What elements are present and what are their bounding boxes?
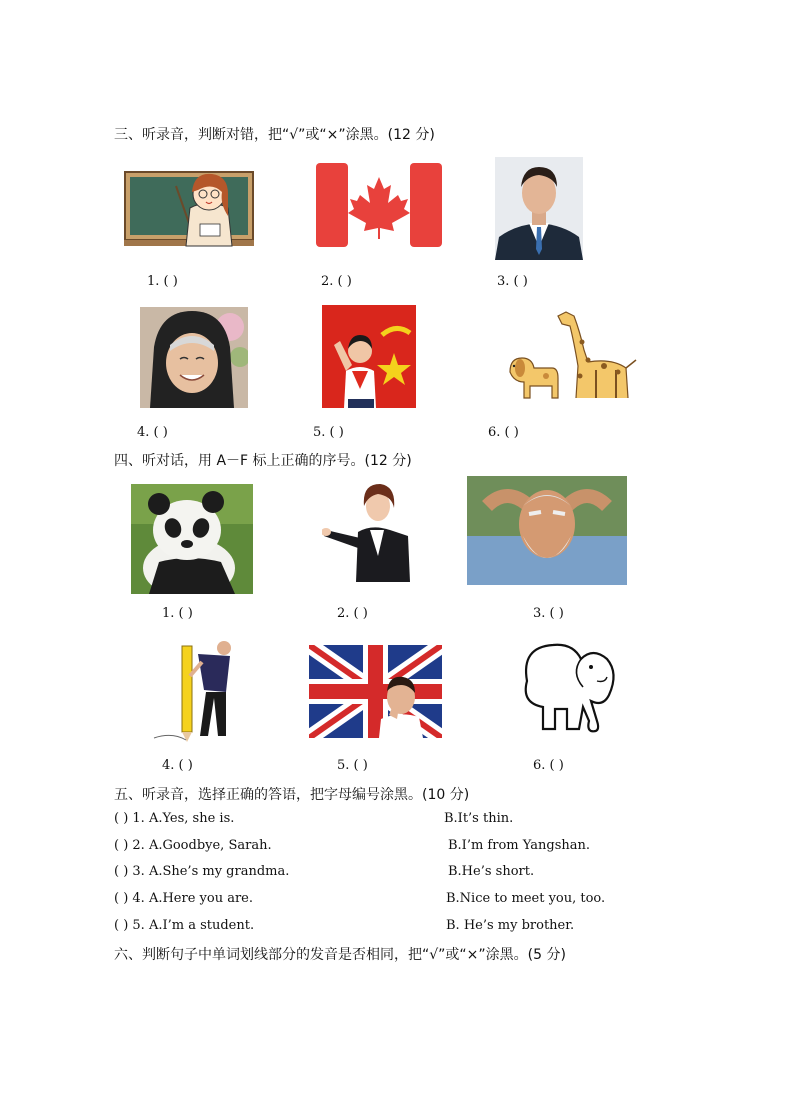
- question-3-option-b: B.He’s short.: [448, 864, 535, 879]
- question-1-option-a: ( ) 1. A.Yes, she is.: [114, 811, 235, 826]
- elephant-drawing-image: [511, 637, 621, 737]
- section4-label-2: 2. ( ): [337, 606, 368, 621]
- question-2-option-a: ( ) 2. A.Goodbye, Sarah.: [114, 838, 272, 853]
- section3-label-6: 6. ( ): [488, 425, 519, 440]
- panda-photo-image: [131, 484, 253, 594]
- section3-label-3: 3. ( ): [497, 274, 528, 289]
- businesswoman-image: [322, 476, 412, 582]
- section3-label-2: 2. ( ): [321, 274, 352, 289]
- question-3-option-a: ( ) 3. A.She’s my grandma.: [114, 864, 290, 879]
- section4-label-5: 5. ( ): [337, 758, 368, 773]
- question-5-option-a: ( ) 5. A.I’m a student.: [114, 918, 255, 933]
- section4-heading: 四、听对话，用 A－F 标上正确的序号。(12 分): [114, 453, 412, 469]
- section3-label-4: 4. ( ): [137, 425, 168, 440]
- question-5-option-b: B. He’s my brother.: [446, 918, 575, 933]
- section4-label-1: 1. ( ): [162, 606, 193, 621]
- dog-and-giraffe-image: [504, 302, 640, 402]
- section4-label-6: 6. ( ): [533, 758, 564, 773]
- section5-heading: 五、听录音，选择正确的答语，把字母编号涂黑。(10 分): [114, 787, 470, 803]
- section3-heading: 三、听录音，判断对错，把“√”或“×”涂黑。(12 分): [114, 127, 435, 143]
- section6-heading: 六、判断句子中单词划线部分的发音是否相同，把“√”或“×”涂黑。(5 分): [114, 947, 566, 963]
- section4-label-4: 4. ( ): [162, 758, 193, 773]
- question-4-option-b: B.Nice to meet you, too.: [446, 891, 606, 906]
- old-man-photo-image: [467, 476, 627, 585]
- question-1-option-b: B.It’s thin.: [444, 811, 514, 826]
- grandma-photo-image: [140, 307, 248, 408]
- section4-label-3: 3. ( ): [533, 606, 564, 621]
- teacher-image: [124, 168, 254, 248]
- section3-label-1: 1. ( ): [147, 274, 178, 289]
- uk-flag-man-image: [309, 645, 442, 738]
- young-pioneer-image: [322, 305, 416, 408]
- canada-flag-image: [316, 163, 442, 247]
- man-photo-image: [495, 157, 583, 260]
- question-2-option-b: B.I’m from Yangshan.: [448, 838, 591, 853]
- section3-label-5: 5. ( ): [313, 425, 344, 440]
- question-4-option-a: ( ) 4. A.Here you are.: [114, 891, 254, 906]
- pencil-man-image: [152, 636, 236, 746]
